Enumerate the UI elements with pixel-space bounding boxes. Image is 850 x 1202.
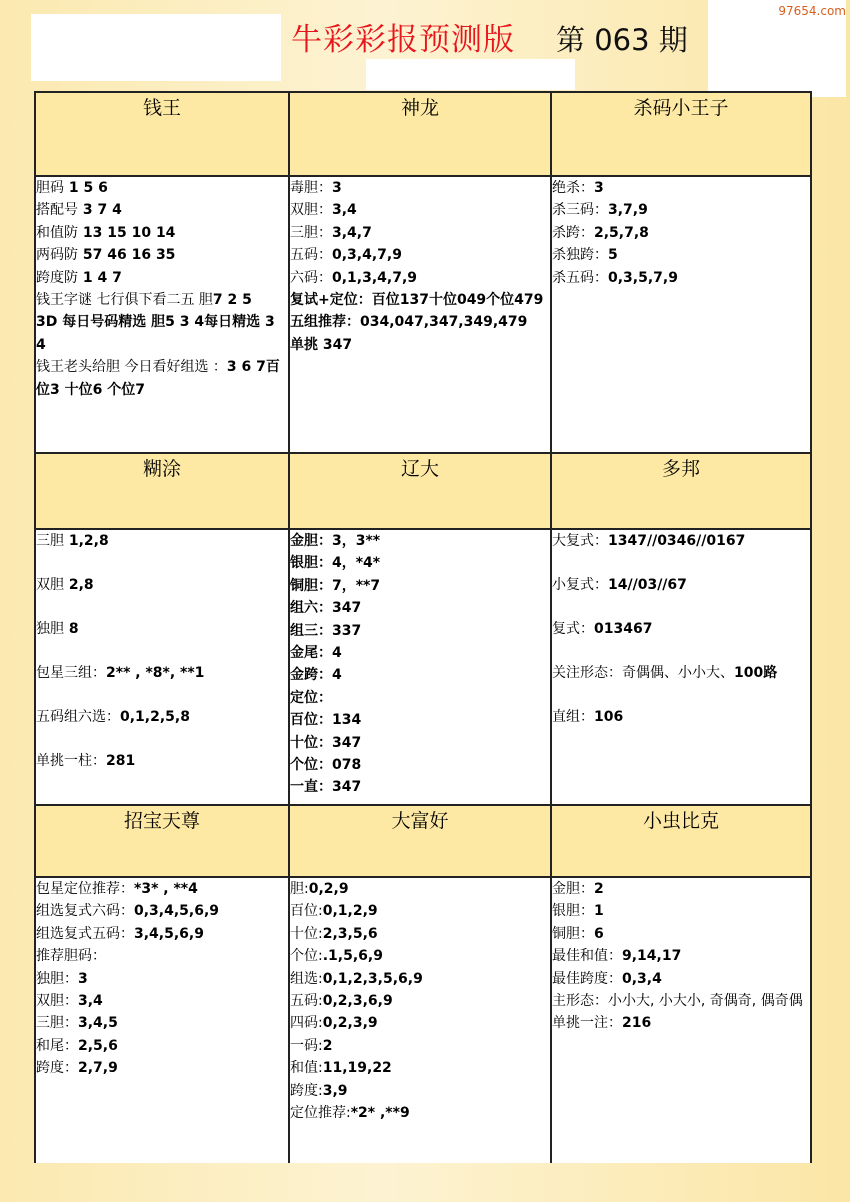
prediction-line [552, 618, 810, 640]
line-label: 五码: [290, 993, 323, 1010]
line-value: 1 [594, 903, 604, 920]
line-value: 106 [594, 709, 624, 725]
prediction-line [290, 968, 550, 990]
page-title: 牛彩彩报预测版 [291, 22, 515, 58]
line-label: 五码组六选： [36, 709, 120, 725]
line-label: 双胆： [36, 993, 78, 1010]
prediction-line [290, 900, 550, 922]
line-value: 1 5 6 [64, 180, 108, 196]
line-label: 钱王字谜 七行俱下看二五 胆 [36, 292, 213, 309]
line-value: 100路 [734, 665, 778, 681]
line-label: 两码防 [36, 247, 78, 264]
prediction-line [36, 530, 288, 552]
prediction-line [290, 311, 550, 333]
prediction-line [290, 1102, 550, 1124]
line-label: 组选: [290, 970, 323, 987]
line-value: *3* , **4 [134, 881, 198, 897]
prediction-line [290, 1012, 550, 1034]
line-value: 0,1,3,4,7,9 [332, 269, 418, 286]
watermark: 97654.com [778, 4, 846, 18]
line-value: 0,1,2,9 [322, 903, 378, 920]
line-value: 0,2,9 [308, 881, 349, 897]
section-title-hutu: 糊涂 [35, 453, 289, 529]
prediction-line [36, 574, 288, 596]
prediction-line [552, 530, 810, 552]
line-label: 胆: [290, 881, 309, 897]
line-value: 7 2 5 [212, 292, 252, 309]
section-body-xiaochong [551, 877, 811, 1163]
line-value: 11,19,22 [322, 1060, 392, 1077]
line-label: 跨度： [36, 1060, 78, 1077]
line-label: 三胆： [290, 224, 332, 241]
line-label: 毒胆： [290, 180, 332, 196]
line-label: 铜胆： [552, 925, 594, 942]
line-label: 大复式： [552, 533, 608, 549]
prediction-line [36, 1057, 288, 1079]
white-block-center [366, 59, 575, 90]
line-value: 3 7 4 [78, 202, 122, 219]
prediction-line [290, 776, 550, 798]
prediction-line [290, 754, 550, 776]
prediction-line [290, 267, 550, 289]
line-label: 十位: [290, 925, 323, 942]
line-label: 组选复式五码： [36, 925, 134, 942]
line-value: 8 [64, 621, 79, 637]
section-body-zhaobao [35, 877, 289, 1163]
prediction-line [36, 244, 288, 266]
line-value: 2,7,9 [78, 1060, 118, 1077]
line-value: 3,4,7 [332, 224, 372, 241]
line-label: 小复式： [552, 577, 608, 593]
prediction-line [552, 244, 810, 266]
line-value: 5 [608, 247, 618, 264]
prediction-line [36, 662, 288, 684]
line-value: 百位：134 [290, 712, 362, 729]
prediction-line [552, 990, 810, 1012]
line-label: 跨度防 [36, 269, 78, 286]
line-value: 3 [332, 180, 342, 196]
prediction-line [552, 267, 810, 289]
prediction-line [36, 706, 288, 728]
prediction-line [36, 1035, 288, 1057]
section-title-shama: 杀码小王子 [551, 92, 811, 176]
line-value: 3,9 [322, 1082, 348, 1099]
section-body-shenlong [289, 176, 551, 453]
line-label: 最佳和值： [552, 948, 622, 965]
line-label: 双胆 [36, 577, 64, 593]
line-value: *2* ,**9 [350, 1105, 410, 1122]
line-label: 单挑一注： [552, 1015, 622, 1032]
section-title-xiaochong: 小虫比克 [551, 805, 811, 877]
line-label: 五码： [290, 247, 332, 264]
line-label: 金胆： [552, 881, 594, 897]
line-value: 2** , *8*, **1 [106, 665, 205, 681]
section-title-qianwang: 钱王 [35, 92, 289, 176]
line-value: 0,2,3,9 [322, 1015, 378, 1032]
line-value: 2,3,5,6 [322, 925, 378, 942]
prediction-line [290, 990, 550, 1012]
line-label: 独胆 [36, 621, 64, 637]
line-value: 2,8 [64, 577, 94, 593]
line-label: 三胆 [36, 533, 64, 549]
line-value: 2,5,7,8 [594, 224, 649, 241]
prediction-line [552, 177, 810, 199]
line-value: 3,7,9 [608, 202, 648, 219]
line-value: 3,4 [332, 202, 357, 219]
line-label: 钱王老头给胆 今日看好组选 ： [36, 359, 227, 376]
line-value: 0,1,2,5,8 [120, 709, 190, 725]
line-value: 216 [622, 1015, 652, 1032]
line-label: 杀独跨： [552, 247, 608, 264]
line-value: 0,3,4,5,6,9 [134, 903, 220, 920]
prediction-line [552, 706, 810, 728]
prediction-line [290, 334, 550, 356]
prediction-line [552, 222, 810, 244]
prediction-line [36, 900, 288, 922]
line-value: 3 6 7百位3 十位6 个位7 [36, 359, 280, 398]
line-value: 组三：337 [290, 622, 362, 639]
prediction-line [290, 642, 550, 664]
line-value: 单挑 347 [290, 336, 353, 353]
prediction-line [290, 878, 550, 900]
prediction-line [36, 311, 288, 356]
prediction-line [290, 709, 550, 731]
section-title-dafuhao: 大富好 [289, 805, 551, 877]
prediction-line [290, 244, 550, 266]
line-label: 复式： [552, 621, 594, 637]
white-block-left [31, 14, 281, 81]
line-label: 主形态：小小大, 小大小, 奇偶奇, 偶奇偶 [552, 993, 803, 1010]
section-title-duobang: 多邦 [551, 453, 811, 529]
line-value: 2 [322, 1037, 333, 1054]
line-value: 定位： [290, 689, 332, 706]
prediction-line [552, 662, 810, 684]
line-label: 推荐胆码： [36, 948, 106, 965]
prediction-line [36, 289, 288, 311]
prediction-line [290, 732, 550, 754]
line-value: 1,2,8 [64, 533, 109, 549]
line-value: 3,4,5,6,9 [134, 925, 204, 942]
section-body-liaoda [289, 529, 551, 805]
prediction-line [36, 750, 288, 772]
line-value: 9,14,17 [622, 948, 682, 965]
line-value: 0,3,4,7,9 [332, 247, 402, 264]
section-body-hutu [35, 529, 289, 805]
prediction-line [290, 289, 550, 311]
line-label: 三胆： [36, 1015, 78, 1032]
prediction-line [552, 923, 810, 945]
line-value: 3D 每日号码精选 胆5 3 4每日精选 3 4 [36, 314, 275, 353]
line-label: 杀三码： [552, 202, 608, 219]
line-value: 13 15 10 14 [78, 224, 176, 241]
line-label: 包星定位推荐： [36, 881, 134, 897]
line-label: 杀五码： [552, 269, 608, 286]
prediction-line [36, 968, 288, 990]
line-label: 百位: [290, 903, 323, 920]
line-label: 包星三组： [36, 665, 106, 681]
line-value: 金胆：3，3** [290, 533, 381, 549]
section-body-duobang [551, 529, 811, 805]
line-value: 复试+定位：百位137十位049个位479 [290, 292, 544, 309]
line-value: 金跨：4 [290, 667, 342, 684]
line-value: 0,1,2,3,5,6,9 [322, 970, 423, 987]
line-value: 3 [594, 180, 604, 196]
prediction-line [290, 530, 550, 552]
section-body-qianwang [35, 176, 289, 453]
prediction-line [290, 923, 550, 945]
line-label: 一码: [290, 1037, 323, 1054]
line-label: 和值防 [36, 224, 78, 241]
prediction-line [552, 574, 810, 596]
prediction-line [552, 900, 810, 922]
prediction-line [552, 199, 810, 221]
section-title-zhaobao: 招宝天尊 [35, 805, 289, 877]
line-value: 6 [594, 925, 604, 942]
line-label: 绝杀： [552, 180, 594, 196]
line-value: 五组推荐：034,047,347,349,479 [290, 314, 528, 331]
prediction-line [290, 552, 550, 574]
line-value: 0,3,4 [622, 970, 662, 987]
prediction-line [36, 177, 288, 199]
prediction-line [36, 990, 288, 1012]
line-label: 个位: [290, 948, 323, 965]
prediction-line [36, 267, 288, 289]
prediction-line [36, 1012, 288, 1034]
prediction-line [36, 945, 288, 967]
prediction-line [290, 620, 550, 642]
prediction-line [36, 199, 288, 221]
issue-number: 第 063 期 [556, 23, 688, 57]
prediction-line [290, 1080, 550, 1102]
line-value: 1347//0346//0167 [608, 533, 746, 549]
prediction-line [290, 1057, 550, 1079]
prediction-line [552, 1012, 810, 1034]
line-label: 最佳跨度： [552, 970, 622, 987]
prediction-line [290, 1035, 550, 1057]
prediction-line [552, 968, 810, 990]
line-label: 和尾： [36, 1037, 78, 1054]
prediction-line [36, 222, 288, 244]
section-title-shenlong: 神龙 [289, 92, 551, 176]
line-value: .1,5,6,9 [322, 948, 383, 965]
line-value: 1 4 7 [78, 269, 122, 286]
prediction-line [290, 222, 550, 244]
line-value: 铜胆：7，**7 [290, 577, 381, 594]
prediction-line [290, 199, 550, 221]
line-label: 胆码 [36, 180, 64, 196]
line-label: 双胆： [290, 202, 332, 219]
prediction-line [290, 177, 550, 199]
line-value: 2 [594, 881, 604, 897]
line-label: 搭配号 [36, 202, 78, 219]
section-body-dafuhao [289, 877, 551, 1163]
line-label: 跨度: [290, 1082, 323, 1099]
prediction-grid [34, 91, 812, 1163]
prediction-line [36, 878, 288, 900]
line-label: 直组： [552, 709, 594, 725]
line-label: 定位推荐: [290, 1105, 351, 1122]
prediction-line [36, 923, 288, 945]
prediction-line [290, 945, 550, 967]
line-value: 3 [78, 970, 88, 987]
line-label: 银胆： [552, 903, 594, 920]
line-value: 57 46 16 35 [78, 247, 176, 264]
prediction-line [552, 945, 810, 967]
prediction-line [290, 597, 550, 619]
prediction-line [36, 618, 288, 640]
line-label: 关注形态：奇偶偶、小小大、 [552, 665, 734, 681]
section-title-liaoda: 辽大 [289, 453, 551, 529]
line-value: 十位：347 [290, 734, 362, 751]
line-value: 013467 [594, 621, 653, 637]
line-value: 0,3,5,7,9 [608, 269, 678, 286]
prediction-line [290, 664, 550, 686]
line-label: 和值: [290, 1060, 323, 1077]
line-label: 组选复式六码： [36, 903, 134, 920]
line-label: 杀跨： [552, 224, 594, 241]
line-value: 金尾：4 [290, 645, 342, 662]
line-value: 3,4,5 [78, 1015, 118, 1032]
line-value: 14//03//67 [608, 577, 687, 593]
prediction-line [290, 687, 550, 709]
line-value: 个位：078 [290, 757, 362, 774]
line-label: 四码: [290, 1015, 323, 1032]
line-value: 银胆：4，*4* [290, 555, 381, 572]
prediction-line [552, 878, 810, 900]
line-value: 一直：347 [290, 779, 362, 796]
line-label: 独胆： [36, 970, 78, 987]
prediction-line [36, 356, 288, 401]
line-value: 组六：347 [290, 600, 362, 617]
line-value: 0,2,3,6,9 [322, 993, 393, 1010]
line-value: 3,4 [78, 993, 103, 1010]
line-value: 281 [106, 753, 136, 769]
line-label: 六码： [290, 269, 332, 286]
prediction-line [290, 575, 550, 597]
section-body-shama [551, 176, 811, 453]
line-value: 2,5,6 [78, 1037, 118, 1054]
line-label: 单挑一柱： [36, 753, 106, 769]
